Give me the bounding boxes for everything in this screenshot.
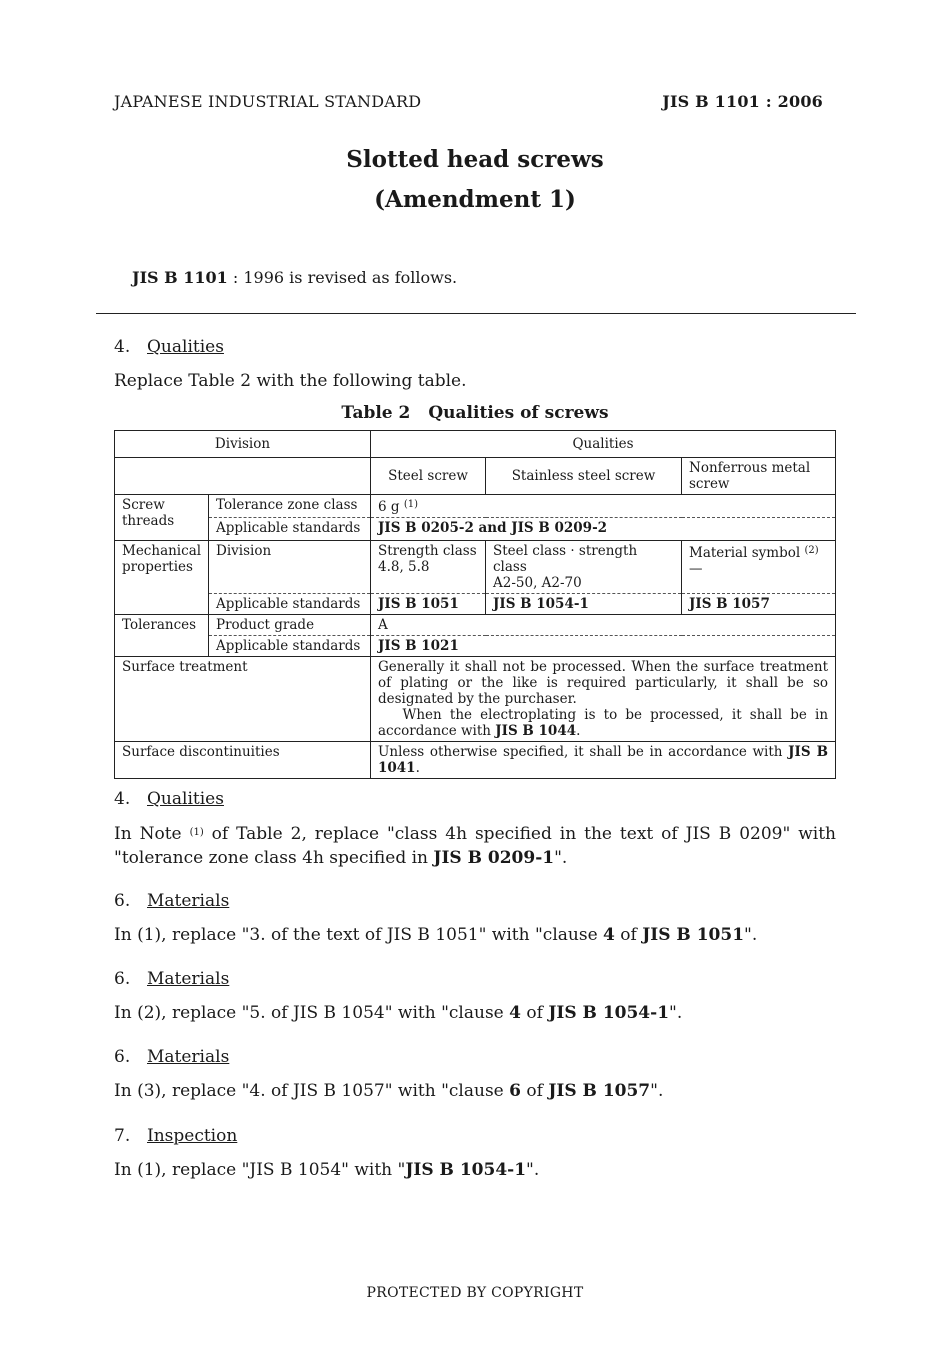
table-cell-product-grade: Product grade [209, 615, 371, 636]
paragraph-clause: 4 [603, 925, 615, 945]
strength-class-values: 4.8, 5.8 [378, 559, 430, 575]
table-cell-screw-threads: Screw threads [115, 495, 209, 541]
table-row [115, 636, 836, 657]
section-title: Materials [147, 891, 230, 911]
table-cell-mechanical-properties: Mechanical properties [115, 541, 209, 615]
paragraph-clause: 6 [509, 1081, 521, 1101]
revision-text: : 1996 is revised as follows. [227, 268, 458, 287]
section-heading [114, 1126, 237, 1146]
table-cell-mech-std-nonferrous [682, 594, 836, 615]
table-caption-number: Table 2 [341, 403, 411, 423]
paragraph-text: In (1), replace "JIS B 1054" with " [114, 1160, 406, 1180]
horizontal-divider [96, 313, 856, 314]
section-paragraph [114, 821, 836, 870]
table-row [115, 594, 836, 615]
table-cell-surface-discontinuities: Surface discontinuities [115, 742, 371, 779]
table-head-qualities: Qualities [371, 431, 836, 458]
note-1-marker: (1) [189, 827, 204, 838]
table-row [115, 541, 836, 594]
section-heading [114, 891, 229, 911]
strength-class-label: Strength class [378, 543, 477, 559]
section-title: Qualities [147, 789, 224, 809]
section-paragraph: Replace Table 2 with the following table. [114, 371, 467, 391]
note-1-marker: (1) [403, 499, 418, 510]
table-cell-applicable-standards: Applicable standards [209, 594, 371, 615]
paragraph-clause: 4 [509, 1003, 521, 1023]
paragraph-text: of [521, 1081, 549, 1101]
paragraph-text: of [521, 1003, 549, 1023]
revision-statement [132, 268, 457, 287]
section-number: 6. [114, 1047, 131, 1067]
section-title: Inspection [147, 1126, 238, 1146]
table-cell-surface-treatment: Surface treatment [115, 657, 371, 742]
paragraph-text: ". [744, 925, 758, 945]
surface-disc-text: Unless otherwise specified, it shall be in accordance with [378, 744, 789, 760]
table-row [115, 518, 836, 541]
table-cell-surface-discontinuities-text: Unless otherwise specified, it shall be in accordance with JIS B 1041. [371, 742, 836, 779]
section-heading [114, 337, 224, 357]
table-cell-threads-standards [371, 518, 836, 541]
paragraph-ref: JIS B 1054-1 [405, 1160, 527, 1180]
material-symbol-value: — [689, 561, 703, 577]
section-heading [114, 969, 229, 989]
section-title: Materials [147, 1047, 230, 1067]
surface-disc-ref: JIS B 1041 [378, 744, 829, 776]
table-head-steel-screw: Steel screw [371, 458, 486, 495]
note-2-marker: (2) [804, 545, 819, 556]
surface-treatment-ref: JIS B 1044 [495, 723, 577, 739]
paragraph-text: ". [554, 848, 568, 868]
document-title: Slotted head screws [346, 146, 604, 173]
material-symbol-label: Material symbol [689, 545, 801, 561]
paragraph-text: In (2), replace "5. of JIS B 1054" with "clause [114, 1003, 510, 1023]
table-cell-steel-class [486, 541, 682, 594]
document-subtitle: (Amendment 1) [374, 186, 576, 213]
table-cell-mech-std-steel [371, 594, 486, 615]
tolerance-standard-ref: JIS B 1021 [378, 638, 459, 654]
section-number: 6. [114, 891, 131, 911]
mech-std-stainless-ref: JIS B 1054-1 [493, 596, 589, 612]
table-row [115, 431, 836, 458]
copyright-footer: PROTECTED BY COPYRIGHT [366, 1285, 584, 1301]
paragraph-ref: JIS B 1051 [642, 925, 745, 945]
section-paragraph [114, 923, 836, 947]
steel-class-values: A2-50, A2-70 [493, 575, 582, 591]
table-head-nonferrous-screw: Nonferrous metal screw [682, 458, 836, 495]
paragraph-text: ". [650, 1081, 664, 1101]
paragraph-ref: JIS B 1057 [548, 1081, 651, 1101]
table-cell-material-symbol [682, 541, 836, 594]
revision-ref: JIS B 1101 [132, 268, 228, 287]
steel-class-label: Steel class · strength class [493, 543, 638, 575]
paragraph-text: ". [669, 1003, 683, 1023]
header-standard-label: JAPANESE INDUSTRIAL STANDARD [114, 92, 422, 111]
paragraph-text: of Table 2, replace "class 4h specified in the text of JIS B 0209" with "tolerance zone class 4h specified in [114, 824, 836, 868]
table-cell-tolerances: Tolerances [115, 615, 209, 657]
tolerance-zone-value: 6 g [378, 499, 400, 515]
table-row [115, 615, 836, 636]
section-number: 7. [114, 1126, 131, 1146]
paragraph-text: In (3), replace "4. of JIS B 1057" with "clause [114, 1081, 510, 1101]
section-number: 4. [114, 789, 131, 809]
table-head-division: Division [115, 431, 371, 458]
section-heading [114, 789, 224, 809]
table-row [115, 657, 836, 742]
section-title: Qualities [147, 337, 224, 357]
table-cell-tolerance-zone-value [371, 495, 836, 518]
paragraph-ref: JIS B 1054-1 [548, 1003, 670, 1023]
threads-standards-ref: JIS B 0205-2 and JIS B 0209-2 [378, 520, 608, 536]
section-paragraph [114, 1158, 836, 1182]
table-cell-tolerance-zone-class: Tolerance zone class [209, 495, 371, 518]
table-cell-division: Division [209, 541, 371, 594]
table-caption-title: Qualities of screws [428, 403, 609, 423]
table-head-stainless-screw: Stainless steel screw [486, 458, 682, 495]
table-cell-applicable-standards: Applicable standards [209, 636, 371, 657]
table-cell-tolerance-standard [371, 636, 836, 657]
table-cell-surface-treatment-text: Generally it shall not be processed. When the surface treatment of plating or the like is required particularly, it shall be so designated by the purchaser. When the electroplating is to be processed, it shall be in accordance with JIS B 1044. [371, 657, 836, 742]
table-cell-product-grade-value: A [371, 615, 836, 636]
section-title: Materials [147, 969, 230, 989]
table-cell-mech-std-stainless [486, 594, 682, 615]
paragraph-text: In Note [114, 824, 190, 844]
table-cell-applicable-standards: Applicable standards [209, 518, 371, 541]
table-row [115, 458, 836, 495]
section-paragraph [114, 1079, 836, 1103]
mech-std-steel-ref: JIS B 1051 [378, 596, 459, 612]
section-number: 4. [114, 337, 131, 357]
section-paragraph [114, 1001, 836, 1025]
surface-treatment-text-2: When the electroplating is to be processed, it shall be in accordance with [378, 707, 829, 739]
surface-treatment-text-1: Generally it shall not be processed. When the surface treatment of plating or the like is required particularly, it shall be so designated by the purchaser. [378, 659, 829, 707]
paragraph-ref: JIS B 0209-1 [433, 848, 555, 868]
header-standard-number: JIS B 1101 : 2006 [662, 92, 823, 111]
paragraph-text: In (1), replace "3. of the text of JIS B 1051" with "clause [114, 925, 604, 945]
table-cell-empty [115, 458, 371, 495]
table-caption [0, 403, 950, 423]
table-row [115, 495, 836, 518]
section-heading [114, 1047, 229, 1067]
table-cell-strength-class [371, 541, 486, 594]
qualities-table [114, 430, 836, 779]
paragraph-text: ". [526, 1160, 540, 1180]
table-row [115, 742, 836, 779]
paragraph-text: of [614, 925, 643, 945]
section-number: 6. [114, 969, 131, 989]
mech-std-nonferrous-ref: JIS B 1057 [689, 596, 770, 612]
